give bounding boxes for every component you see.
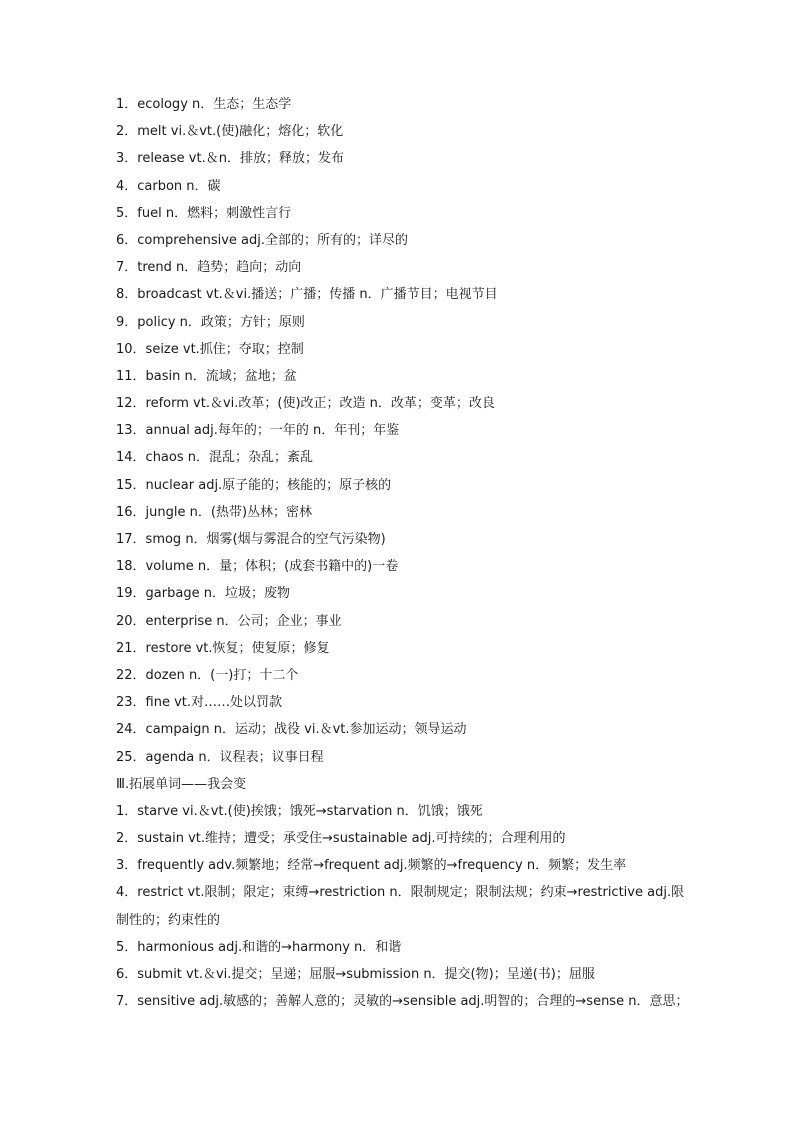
vocab-item: 10．seize vt.抓住；夺取；控制 [116,341,304,357]
expand-item: 1．starve vi.＆vt.(使)挨饿；饿死→starvation n．饥饿；饿死 [116,803,483,819]
expand-item: 2．sustain vt.维持；遭受；承受住→sustainable adj.可持续的；合理利用的 [116,831,566,847]
expand-item-continued: 制性的；约束性的 [116,912,221,928]
vocab-item: 25．agenda n．议程表；议事日程 [116,749,324,765]
document-page [116,91,688,1015]
expand-item: 3．frequently adv.频繁地；经常→frequent adj.频繁的→frequency n．频繁；发生率 [116,858,627,874]
vocab-item: 8．broadcast vt.＆vi.播送；广播；传播 n．广播节目；电视节目 [116,287,498,303]
vocab-item: 19．garbage n．垃圾；废物 [116,586,290,602]
vocab-item: 1．ecology n．生态；生态学 [116,97,292,112]
expand-item: 6．submit vt.＆vi.提交；呈递；屈服→submission n．提交(物)；呈递(书)；屈服 [116,967,595,982]
expand-item: 4．restrict vt.限制；限定；束缚→restriction n．限制规定；限制法规；约束→restrictive adj.限 [116,885,685,901]
expand-list [116,798,688,1016]
section-heading: Ⅲ.拓展单词——我会变 [116,776,247,792]
vocab-item: 22．dozen n．(一)打；十二个 [116,667,299,683]
expand-item: 5．harmonious adj.和谐的→harmony n．和谐 [116,939,402,955]
vocab-list [116,91,688,771]
vocab-item: 4．carbon n．碳 [116,178,221,194]
vocab-item: 6．comprehensive adj.全部的；所有的；详尽的 [116,232,408,248]
vocab-item: 9．policy n．政策；方针；原则 [116,314,305,330]
vocab-item: 15．nuclear adj.原子能的；核能的；原子核的 [116,477,392,493]
vocab-item: 13．annual adj.每年的；一年的 n．年刊；年鉴 [116,423,400,439]
vocab-item: 11．basin n．流域；盆地；盆 [116,368,297,384]
vocab-item: 20．enterprise n．公司；企业；事业 [116,613,342,629]
vocab-item: 12．reform vt.＆vi.改革；(使)改正；改造 n．改革；变革；改良 [116,396,495,412]
vocab-item: 14．chaos n．混乱；杂乱；紊乱 [116,450,313,466]
vocab-item: 23．fine vt.对……处以罚款 [116,695,283,711]
vocab-item: 5．fuel n．燃料；刺激性言行 [116,205,292,221]
vocab-item: 2．melt vi.＆vt.(使)融化；熔化；软化 [116,124,344,140]
expand-item: 7．sensitive adj.敏感的；善解人意的；灵敏的→sensible adj.明智的；合理的→sense n．意思； [116,994,689,1010]
vocab-item: 18．volume n．量；体积；(成套书籍中的)一卷 [116,559,399,575]
vocab-item: 24．campaign n．运动；战役 vi.＆vt.参加运动；领导运动 [116,722,467,738]
vocab-item: 7．trend n．趋势；趋向；动向 [116,260,302,276]
vocab-item: 16．jungle n．(热带)丛林；密林 [116,504,313,520]
vocab-item: 3．release vt.＆n．排放；释放；发布 [116,151,344,167]
vocab-item: 21．restore vt.恢复；使复原；修复 [116,640,330,656]
vocab-item: 17．smog n．烟雾(烟与雾混合的空气污染物) [116,532,386,547]
